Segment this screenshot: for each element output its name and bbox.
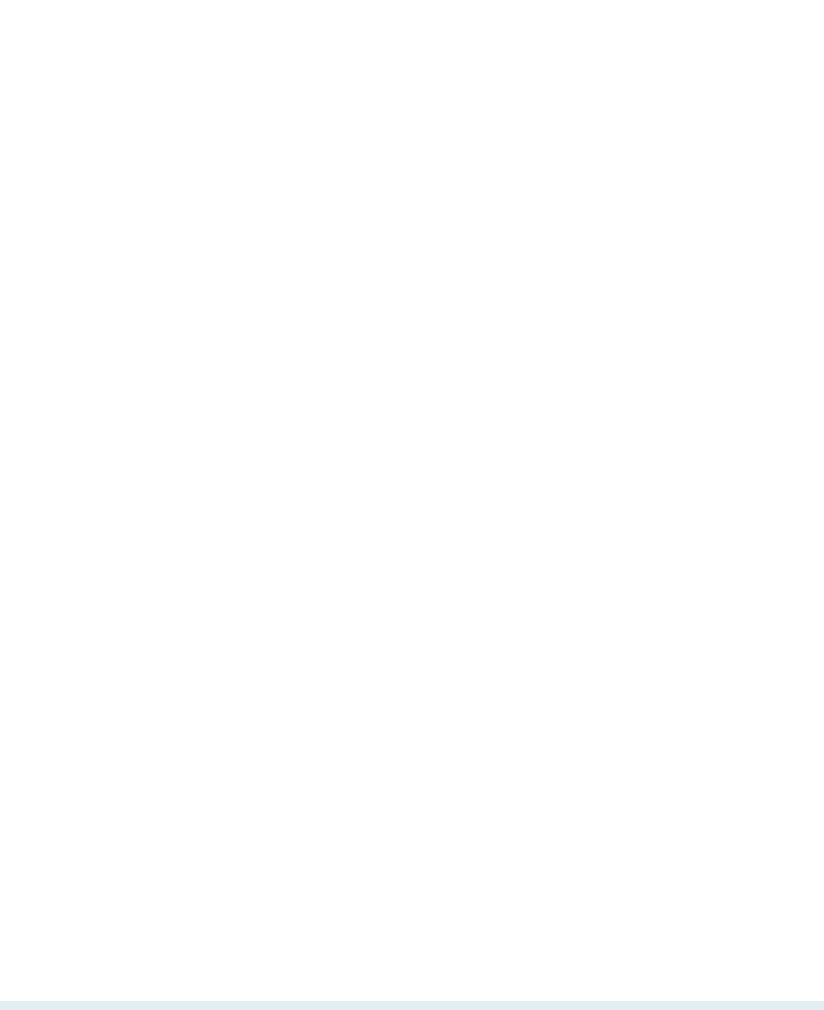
- thickness-diagram: [600, 706, 752, 801]
- footer-band: [0, 1001, 824, 1010]
- stacked-washers-photo: [596, 86, 748, 204]
- inner-diameter-diagram: [605, 224, 727, 348]
- outer-diameter-diagram: [595, 461, 755, 579]
